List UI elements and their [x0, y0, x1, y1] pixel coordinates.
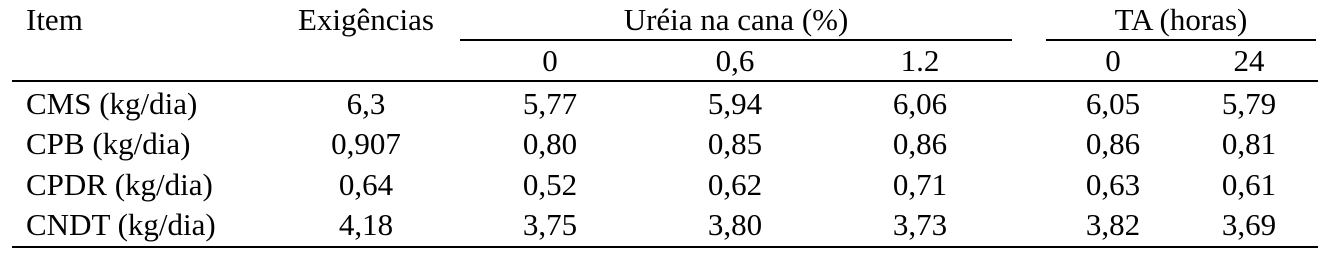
table-cell: 3,75	[522, 207, 578, 242]
table-cell: 0,61	[1221, 167, 1277, 202]
table-cell: 5,79	[1221, 86, 1277, 121]
table-cell: 0,907	[331, 126, 401, 161]
table-cell: 0,81	[1221, 126, 1277, 161]
table-cell: 6,06	[892, 86, 948, 121]
header-ureia-level-0: 0	[542, 43, 558, 78]
header-ureia-group: Uréia na cana (%)	[623, 2, 849, 37]
table-cell: 0,63	[1085, 167, 1141, 202]
table-cell: 3,82	[1085, 207, 1141, 242]
table-row-item: CPDR (kg/dia)	[26, 167, 213, 202]
table-cell: 0,80	[522, 126, 578, 161]
header-item: Item	[26, 2, 83, 37]
header-exigencias: Exigências	[297, 2, 434, 37]
table-cell: 0,52	[522, 167, 578, 202]
header-ta-level-1: 24	[1233, 43, 1265, 78]
header-ta-level-0: 0	[1105, 43, 1121, 78]
table-row-item: CMS (kg/dia)	[26, 86, 198, 121]
table-bottom-rule	[12, 246, 1318, 248]
table-cell: 4,18	[338, 207, 394, 242]
ureia-group-underline	[460, 39, 1012, 41]
table-cell: 5,94	[707, 86, 763, 121]
table-cell: 3,73	[892, 207, 948, 242]
table-cell: 3,69	[1221, 207, 1277, 242]
table-cell: 6,3	[346, 86, 386, 121]
table-cell: 0,71	[892, 167, 948, 202]
table-cell: 5,77	[522, 86, 578, 121]
table-cell: 0,64	[338, 167, 394, 202]
ta-group-underline	[1046, 39, 1316, 41]
header-rule	[12, 80, 1318, 82]
table-row-item: CNDT (kg/dia)	[26, 207, 216, 242]
table-cell: 0,85	[707, 126, 763, 161]
table-cell: 6,05	[1085, 86, 1141, 121]
table-cell: 0,62	[707, 167, 763, 202]
table-cell: 3,80	[707, 207, 763, 242]
table-cell: 0,86	[1085, 126, 1141, 161]
header-ureia-level-1: 0,6	[715, 43, 755, 78]
table-cell: 0,86	[892, 126, 948, 161]
header-ureia-level-2: 1.2	[900, 43, 940, 78]
header-ta-group: TA (horas)	[1114, 2, 1248, 37]
table-row-item: CPB (kg/dia)	[26, 126, 191, 161]
